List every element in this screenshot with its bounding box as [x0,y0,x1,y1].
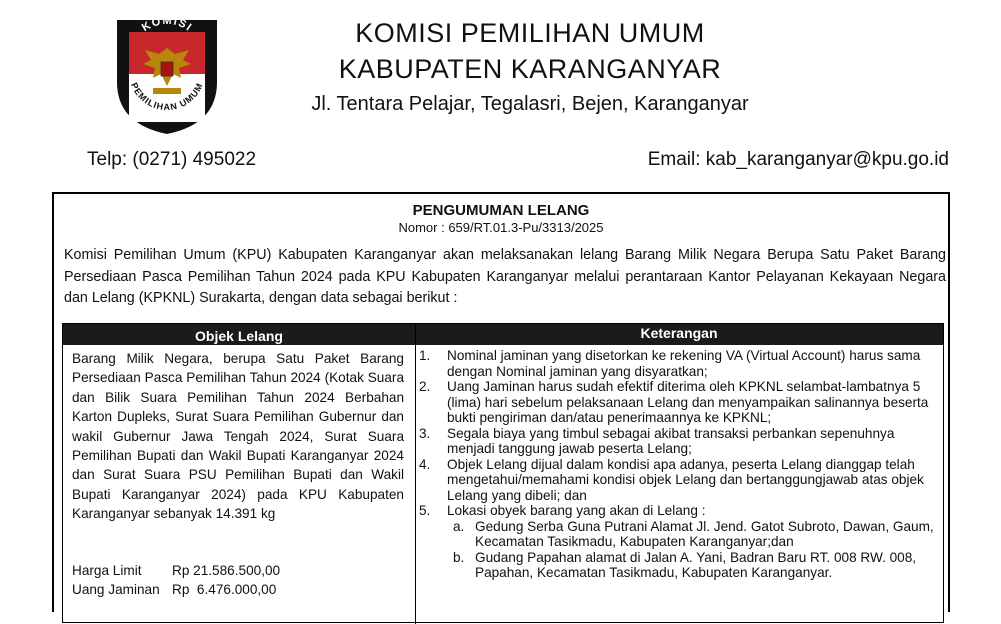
lokasi-text: Gedung Serba Guna Putrani Alamat Jl. Jend. Gatot Subroto, Dawan, Gaum, Kecamatan Tasikmadu, Kabupaten Karanganyar;dan [475,518,934,549]
keterangan-item [419,457,941,504]
harga-limit-label: Harga Limit [72,563,142,578]
announcement-title: PENGUMUMAN LELANG [412,202,590,219]
objek-description: Barang Milik Negara, berupa Satu Paket Barang Persediaan Pasca Pemilihan Tahun 2024 (Kotak Suara dan Bilik Suara Pemilihan Tahun 2024 Berbahan Karton Dupleks, Surat Suara Pemilihan Gubernur dan wakil Gubernur Jawa Tengah 2024, Surat Suara Pemilihan Bupati dan Wakil Bupati Karanganyar 2024 dan Surat Suara PSU Pemilihan Bupati dan Wakil Bupati Karanganyar 2024) pada KPU Kabupaten Karanganyar sebanyak 14.391 kg [72,351,404,522]
item-text: Uang Jaminan harus sudah efektif diterima oleh KPKNL selambat-lambatnya 5 (lima) hari sebelum pelaksanaan Lelang dan menyampaikan salinannya beserta bukti pengiriman dan/atau penerimaannya ke KPKNL; [447,379,929,425]
lokasi-letter: a. [453,518,465,534]
harga-limit-row [72,563,280,578]
keterangan-item [419,503,941,581]
item-text: Segala biaya yang timbul sebagai akibat transaksi perbankan sepenuhnya menjadi tanggung jawab peserta Lelang; [447,425,895,456]
lokasi-item [447,550,941,581]
email-address[interactable]: Email: kab_karanganyar@kpu.go.id [647,149,949,170]
column-divider [415,324,416,624]
uang-jaminan-value: Rp 6.476.000,00 [172,582,277,597]
logo-text-bottom: PEMILIHAN UMUM [129,80,205,113]
logo-text-top: KOMISI [139,14,195,35]
org-name-line1: KOMISI PEMILIHAN UMUM [355,18,705,48]
lokasi-item [447,519,941,550]
column-header-objek: Objek Lelang [63,324,415,345]
keterangan-item [419,426,941,457]
lokasi-letter: b. [453,549,465,565]
announcement-intro: Komisi Pemilihan Umum (KPU) Kabupaten Karanganyar akan melaksanakan lelang Barang Milik Negara Berupa Satu Paket Barang Persediaan Pasca Pemilihan Tahun 2024 pada KPU Kabupaten Karanganyar melalui perantaraan Kantor Pelayanan Kekayaan Negara dan Lelang (KPKNL) Surakarta, dengan data sebagai berikut : [64,247,946,306]
lokasi-text: Gudang Papahan alamat di Jalan A. Yani, Badran Baru RT. 008 RW. 008, Papahan, Kecamatan Tasikmadu, Kabupaten Karanganyar. [475,549,917,580]
item-number: 4. [419,456,431,472]
item-number: 1. [419,348,431,363]
keterangan-item [419,379,941,426]
auction-table [62,323,944,623]
kpu-logo [111,8,223,136]
org-address: Jl. Tentara Pelajar, Tegalasri, Bejen, Karanganyar [311,93,749,115]
org-name-line2: KABUPATEN KARANGANYAR [338,54,722,84]
item-number: 5. [419,503,431,518]
item-number: 2. [419,379,431,394]
keterangan-item [419,348,941,379]
item-text: Objek Lelang dijual dalam kondisi apa adanya, peserta Lelang dianggap telah mengetahui/memahami kondisi objek Lelang dan bertanggungjawab atas objek Lelang yang dibeli; dan [447,456,924,503]
item-number: 3. [419,425,431,441]
harga-limit-value: Rp 21.586.500,00 [172,563,281,578]
announcement-box [52,192,950,612]
item-text: Nominal jaminan yang disetorkan ke rekening VA (Virtual Account) harus sama dengan Nominal jaminan yang disyaratkan; [447,348,921,379]
item-text: Lokasi obyek barang yang akan di Lelang : [447,503,706,518]
column-header-keterangan: Keterangan [415,324,943,345]
uang-jaminan-row [72,582,276,597]
announcement-number: Nomor : 659/RT.01.3-Pu/3313/2025 [398,220,604,235]
uang-jaminan-label: Uang Jaminan [72,582,160,597]
phone-number: Telp: (0271) 495022 [87,149,257,170]
keterangan-list [419,348,941,581]
